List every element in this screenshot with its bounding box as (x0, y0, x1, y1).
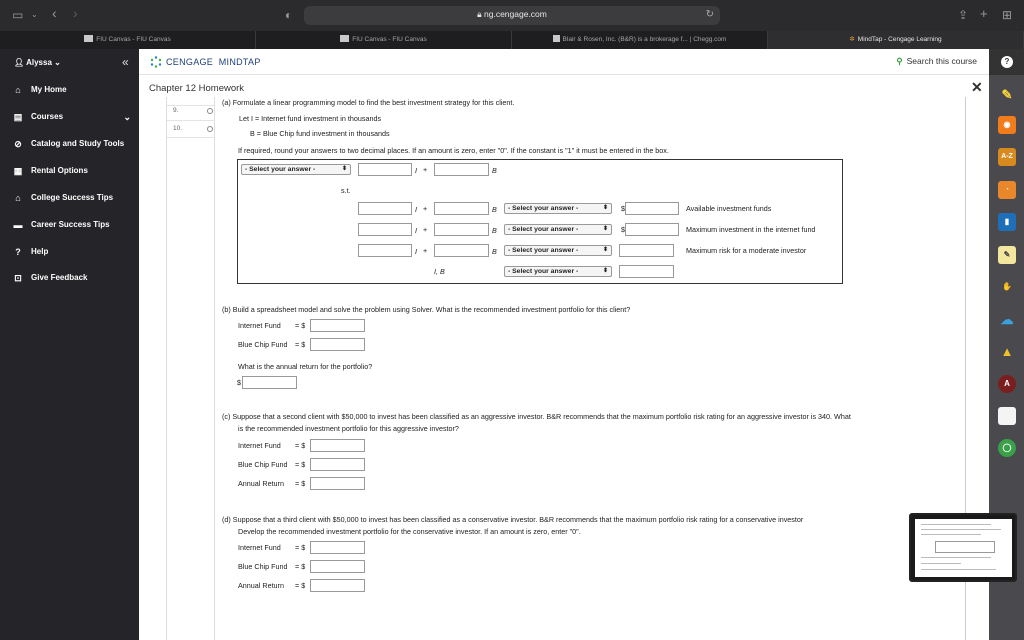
cengage-favicon-icon: ✲ (849, 36, 855, 43)
cengage-mindtap-logo[interactable]: CENGAGE MINDTAP (166, 57, 261, 67)
cengage-icon[interactable]: ◔ (998, 181, 1016, 199)
part-d-prompt-cont: Develop the recommended investment portfolio for the conservative investor. If an amount is zero, enter "0". (238, 527, 581, 536)
search-icon: ⚲ (896, 56, 903, 66)
b-annual-return-input[interactable] (242, 376, 297, 389)
chapter-title: Chapter 12 Homework (149, 83, 245, 94)
divider (167, 137, 215, 138)
user-icon: 👤︎ (14, 58, 27, 67)
rss-icon[interactable]: ◉ (998, 116, 1016, 134)
fiu-favicon-icon (84, 35, 93, 42)
book-icon[interactable]: ▮ (998, 213, 1016, 231)
sidebar-item-career-tips[interactable]: ▬ Career Success Tips (0, 215, 139, 235)
c2-label: Maximum investment in the internet fund (686, 225, 816, 234)
progress-icon[interactable]: ◯ (998, 439, 1016, 457)
thumbnail-box (935, 541, 995, 553)
url-text: 🔒︎ ng.cengage.com (477, 9, 547, 19)
internet-fund-label: Internet Fund (238, 543, 281, 552)
help-button[interactable] (989, 49, 1024, 75)
internet-fund-label: Internet Fund (238, 441, 281, 450)
plus-sign: + (423, 225, 428, 234)
blue-chip-fund-label: Blue Chip Fund (238, 562, 288, 571)
equals-dollar: = $ (295, 441, 306, 450)
c2-i-coef-input[interactable] (358, 223, 412, 236)
graduation-cap-icon: ⌂ (15, 193, 21, 203)
d-blue-chip-fund-input[interactable] (310, 560, 365, 573)
compass-icon: ⊘ (14, 139, 22, 149)
part-a-prompt: (a) Formulate a linear programming model to find the best investment strategy for this client. (222, 98, 515, 107)
plus-sign: + (423, 246, 428, 255)
sidebar-item-catalog[interactable]: ⊘ Catalog and Study Tools (0, 134, 139, 154)
annual-return-label: Annual Return (238, 581, 284, 590)
annual-return-label: Annual Return (238, 479, 284, 488)
acrobat-icon[interactable]: A (998, 375, 1016, 393)
b-definition: B = Blue Chip fund investment in thousands (250, 129, 390, 138)
book-icon: ▤ (13, 112, 23, 122)
question-10-status[interactable] (207, 126, 213, 132)
c3-b-coef-input[interactable] (434, 244, 489, 257)
sidebar-item-rental[interactable]: ▦ Rental Options (0, 161, 139, 181)
c3-rhs-input[interactable] (619, 244, 674, 257)
c3-label: Maximum risk for a moderate investor (686, 246, 807, 255)
subject-to-label: s.t. (341, 186, 351, 195)
select-arrow-icon: ⬍ (602, 205, 608, 211)
thumbnail-line (921, 569, 996, 570)
question-icon: ? (1001, 56, 1013, 68)
blue-chip-fund-label: Blue Chip Fund (238, 340, 288, 349)
dollar-sign: $ (621, 225, 625, 234)
var-i: I (415, 205, 417, 214)
hands-icon[interactable]: ✋ (1002, 282, 1012, 291)
forward-icon[interactable]: › (73, 5, 78, 21)
c-blue-chip-fund-input[interactable] (310, 458, 365, 471)
var-i: I (415, 166, 417, 175)
var-b: B (492, 205, 497, 214)
select-arrow-icon: ⬍ (341, 166, 347, 172)
annual-return-question: What is the annual return for the portfolio? (238, 362, 373, 371)
c3-operator-select[interactable]: - Select your answer - ⬍ (504, 245, 612, 256)
home-icon: ⌂ (15, 85, 21, 95)
plus-sign: + (423, 165, 428, 174)
chevron-down-icon: ⌄ (54, 58, 61, 67)
select-arrow-icon: ⬍ (602, 247, 608, 253)
question-icon: ? (15, 247, 21, 257)
c1-label: Available investment funds (686, 204, 772, 213)
var-b: B (492, 166, 497, 175)
equals-dollar: = $ (295, 543, 306, 552)
equals-dollar: = $ (295, 321, 306, 330)
browser-titlebar (0, 0, 1024, 31)
blue-chip-fund-label: Blue Chip Fund (238, 460, 288, 469)
objective-select[interactable]: - Select your answer - ⬍ (241, 164, 351, 175)
tab-strip (0, 31, 1024, 49)
tab-mindtap[interactable]: ✲ MindTap - Cengage Learning (768, 31, 1024, 49)
equals-dollar: = $ (295, 340, 306, 349)
b-blue-chip-fund-input[interactable] (310, 338, 365, 351)
dictionary-icon[interactable]: A-Z (998, 148, 1016, 166)
let-i-definition: Let I = Internet fund investment in thousands (239, 114, 382, 123)
tab-fiu-canvas-1[interactable]: FIU Canvas - FIU Canvas (0, 31, 256, 49)
tab-fiu-canvas-2[interactable]: FIU Canvas - FIU Canvas (256, 31, 512, 49)
thumbnail-line (921, 524, 991, 525)
notes-icon[interactable]: ✎ (998, 246, 1016, 264)
sidebar-item-feedback[interactable]: ⊡ Give Feedback (0, 268, 139, 288)
c2-rhs-input[interactable] (625, 223, 679, 236)
fiu-favicon-icon (340, 35, 349, 42)
part-b-prompt: (b) Build a spreadsheet model and solve the problem using Solver. What is the recommended investment portfolio for this client? (222, 305, 631, 314)
lock-icon: 🔒︎ (477, 9, 485, 19)
c1-rhs-input[interactable] (625, 202, 679, 215)
dollar-sign: $ (621, 204, 625, 213)
c2-b-coef-input[interactable] (434, 223, 489, 236)
pencil-icon[interactable]: ✎ (1001, 87, 1013, 102)
question-10-label[interactable]: 10. (173, 125, 183, 132)
chevron-down-icon: ⌄ (123, 112, 131, 122)
divider (167, 105, 215, 106)
thumbnail-preview (915, 519, 1012, 577)
plus-sign: + (423, 204, 428, 213)
new-tab-icon[interactable]: + (980, 6, 988, 21)
c-annual-return-input[interactable] (310, 477, 365, 490)
top-header (139, 49, 989, 75)
back-icon[interactable]: ‹ (52, 5, 57, 21)
objective-b-coef-input[interactable] (434, 163, 489, 176)
tab-chegg[interactable]: Blair & Rosen, Inc. (B&R) is a brokerage f... | Chegg.com (512, 31, 768, 49)
shield-icon[interactable]: ◐ (285, 8, 293, 22)
c1-i-coef-input[interactable] (358, 202, 412, 215)
close-icon[interactable]: ✕ (971, 79, 983, 95)
d-internet-fund-input[interactable] (310, 541, 365, 554)
question-9-status[interactable] (207, 108, 213, 114)
sidebar-item-college-tips[interactable]: ⌂ College Success Tips (0, 188, 139, 208)
c2-operator-select[interactable]: - Select your answer - ⬍ (504, 224, 612, 235)
nonneg-vars: I, B (434, 267, 445, 276)
share-icon[interactable]: ⇪ (958, 8, 969, 22)
sidebar-item-help[interactable]: ? Help (0, 242, 139, 262)
equals-dollar: = $ (295, 479, 306, 488)
screenshot-thumbnail[interactable] (909, 513, 1017, 582)
collapse-sidebar-icon[interactable]: « (122, 55, 129, 69)
flashcard-icon[interactable] (998, 407, 1016, 425)
var-b: B (492, 226, 497, 235)
briefcase-icon: ▬ (13, 220, 23, 230)
question-navigator (166, 97, 215, 640)
objective-i-coef-input[interactable] (358, 163, 412, 176)
c3-i-coef-input[interactable] (358, 244, 412, 257)
part-c-prompt: (c) Suppose that a second client with $50,000 to invest has been classified as an aggressive investor. B&R recommends that the maximum portfolio risk rating for an aggressive investor is 340. What (222, 412, 851, 421)
reload-icon[interactable]: ↻ (705, 9, 714, 20)
sidebar-item-my-home[interactable]: ⌂ My Home (0, 80, 139, 100)
part-c-prompt-cont: is the recommended investment portfolio for this aggressive investor? (238, 424, 459, 433)
thumbnail-line (921, 557, 991, 558)
sidebar-toggle-icon[interactable]: ▭ (12, 8, 24, 22)
sidebar-item-courses[interactable]: ▤ Courses ⌄ (0, 107, 139, 127)
b-internet-fund-input[interactable] (310, 319, 365, 332)
cengage-logo-icon (150, 56, 162, 68)
thumbnail-line (921, 563, 961, 564)
c1-b-coef-input[interactable] (434, 202, 489, 215)
equals-dollar: = $ (295, 562, 306, 571)
feedback-icon: ⊡ (14, 273, 22, 283)
tab-overview-icon[interactable]: ⊞ (1002, 8, 1013, 22)
chevron-down-icon[interactable]: ⌄ (31, 10, 38, 19)
c-internet-fund-input[interactable] (310, 439, 365, 452)
drive-icon[interactable]: ▲ (1000, 344, 1014, 359)
cloud-icon[interactable]: ☁ (1000, 312, 1014, 327)
select-arrow-icon: ⬍ (602, 226, 608, 232)
divider (167, 120, 215, 121)
dollar-sign: $ (237, 378, 241, 387)
question-9-label[interactable]: 9. (173, 107, 179, 114)
nonneg-rhs-input[interactable] (619, 265, 674, 278)
internet-fund-label: Internet Fund (238, 321, 281, 330)
chegg-favicon-icon (553, 35, 560, 42)
var-b: B (492, 247, 497, 256)
part-d-prompt: (d) Suppose that a third client with $50,000 to invest has been classified as a conservative investor. B&R recommends that the maximum portfolio risk rating for a conservative investor (222, 515, 804, 524)
var-i: I (415, 226, 417, 235)
left-sidebar (0, 49, 139, 640)
thumbnail-line (921, 529, 1001, 530)
nonneg-operator-select[interactable]: - Select your answer - ⬍ (504, 266, 612, 277)
address-bar[interactable] (304, 6, 720, 25)
d-annual-return-input[interactable] (310, 579, 365, 592)
select-arrow-icon: ⬍ (602, 268, 608, 274)
rounding-instructions: If required, round your answers to two decimal places. If an amount is zero, enter "0". If the constant is "1" it must be entered in the box. (238, 146, 669, 155)
thumbnail-line (921, 534, 981, 535)
user-menu[interactable]: 👤︎ Alyssa ⌄ (14, 58, 61, 67)
equals-dollar: = $ (295, 581, 306, 590)
var-i: I (415, 247, 417, 256)
course-search[interactable]: ⚲ Search this course (896, 56, 977, 66)
c1-operator-select[interactable]: - Select your answer - ⬍ (504, 203, 612, 214)
calendar-icon: ▦ (13, 166, 23, 176)
equals-dollar: = $ (295, 460, 306, 469)
